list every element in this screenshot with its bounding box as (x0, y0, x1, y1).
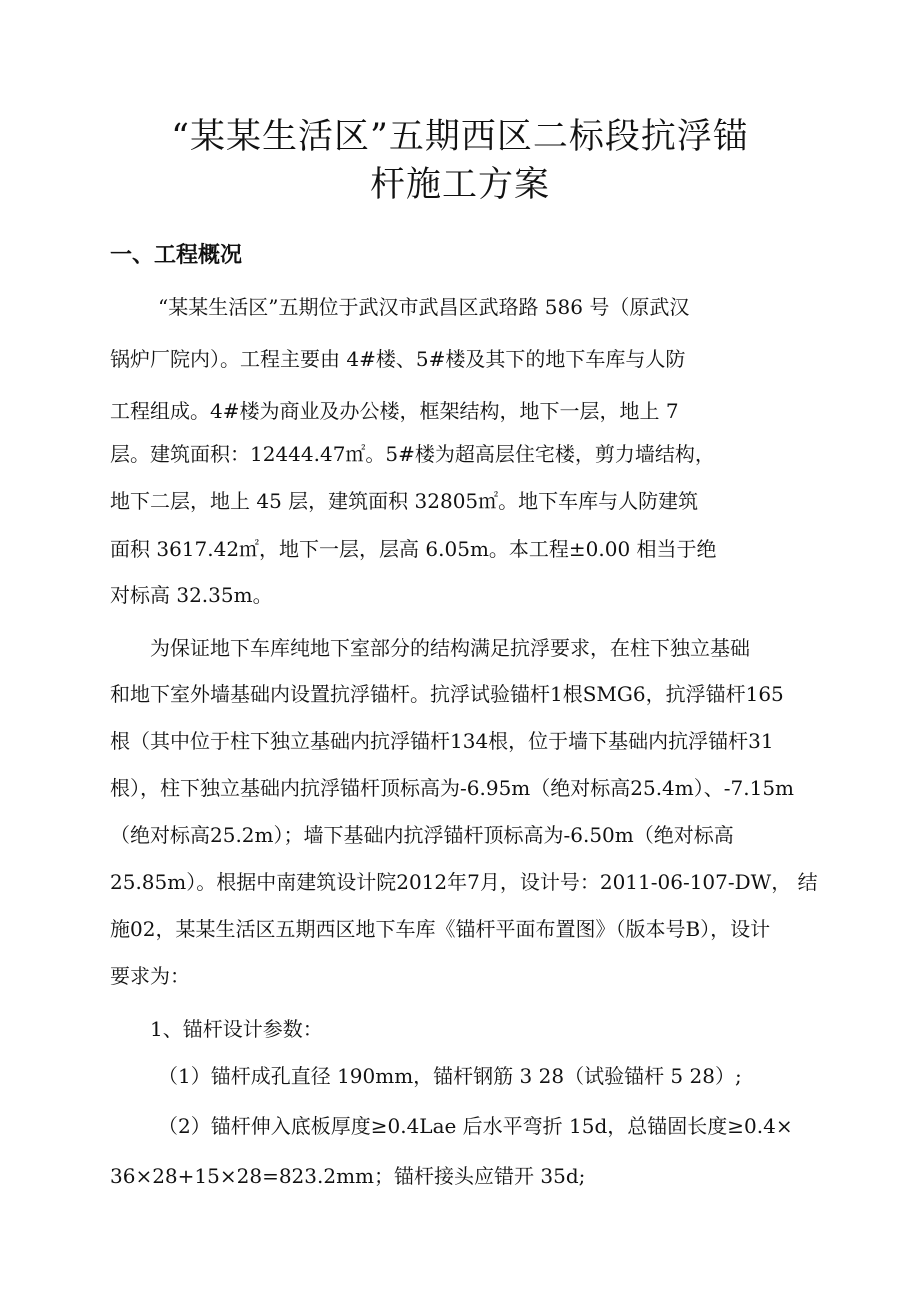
paragraph-1-line: 地下二层，地上 45 层，建筑面积 32805㎡。地下车库与人防建筑 (110, 489, 699, 513)
paragraph-1-line: 锅炉厂院内）。工程主要由 4#楼、5#楼及其下的地下车库与人防 (110, 347, 686, 371)
document-title-line-1: “某某生活区”五期西区二标段抗浮锚 (171, 117, 749, 157)
design-item-2-line: （2）锚杆伸入底板厚度≥0.4Lae 后水平弯折 15d，总锚固长度≥0.4× (158, 1114, 793, 1138)
paragraph-2-line: 施02，某某生活区五期西区地下车库《锚杆平面布置图》（版本号B），设计 (110, 917, 771, 941)
section-heading-project-overview: 一、工程概况 (110, 243, 243, 268)
design-item-1: （1）锚杆成孔直径 190mm，锚杆钢筋 3 28（试验锚杆 5 28）; (158, 1064, 742, 1088)
paragraph-1-line: 工程组成。4#楼为商业及办公楼，框架结构，地下一层，地上 7 (110, 399, 679, 423)
paragraph-2-line: （绝对标高25.2m）；墙下基础内抗浮锚杆顶标高为-6.50m（绝对标高 (110, 823, 734, 847)
paragraph-1-line: 面积 3617.42㎡，地下一层，层高 6.05m。本工程±0.00 相当于绝 (110, 537, 717, 561)
paragraph-2-line: 根），柱下独立基础内抗浮锚杆顶标高为-6.95m（绝对标高25.4m）、-7.15m (110, 776, 795, 800)
paragraph-2-line: 25.85m）。根据中南建筑设计院2012年7月，设计号：2011-06-107-DW， 结 (110, 870, 818, 894)
paragraph-2-line: 要求为： (110, 964, 190, 988)
paragraph-2-line: 根（其中位于柱下独立基础内抗浮锚杆134根，位于墙下基础内抗浮锚杆31 (110, 729, 774, 753)
design-item-2-line: 36×28+15×28=823.2mm；锚杆接头应错开 35d; (110, 1164, 586, 1188)
paragraph-1-line: 对标高 32.35m。 (110, 583, 273, 607)
paragraph-2-line: 和地下室外墙基础内设置抗浮锚杆。抗浮试验锚杆1根SMG6，抗浮锚杆165 (110, 682, 784, 706)
paragraph-1-line: 层。建筑面积：12444.47㎡。5#楼为超高层住宅楼，剪力墙结构， (110, 442, 715, 466)
document-title-line-2: 杆施工方案 (369, 165, 550, 205)
paragraph-2-line: 为保证地下车库纯地下室部分的结构满足抗浮要求，在柱下独立基础 (150, 636, 750, 660)
subsection-heading-design-parameters: 1、锚杆设计参数： (150, 1017, 323, 1041)
paragraph-1-line: “某某生活区”五期位于武汉市武昌区武珞路 586 号（原武汉 (158, 295, 690, 319)
